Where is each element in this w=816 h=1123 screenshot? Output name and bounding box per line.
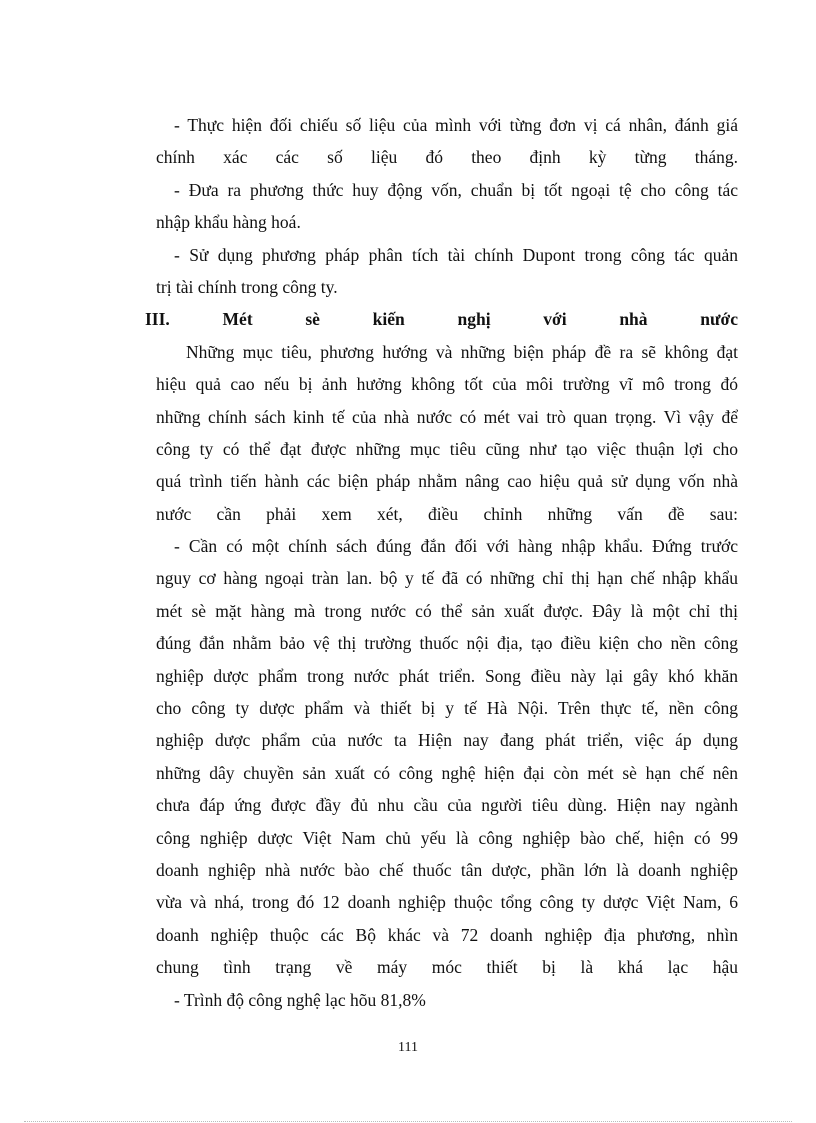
heading-word: kiến: [372, 309, 405, 330]
text-line: cho công ty dược phẩm và thiết bị y tế Hà Nội. Trên thực tế, nền công: [156, 698, 738, 719]
text-line: - Cần có một chính sách đúng đắn đối với hàng nhập khẩu. Đứng trước: [174, 536, 738, 557]
text-line: doanh nghiệp thuộc các Bộ khác và 72 doanh nghiệp địa phương, nhìn: [156, 924, 738, 945]
text-line: chưa đáp ứng được đầy đủ nhu cầu của người tiêu dùng. Hiện nay ngành: [156, 795, 738, 816]
heading-word: sè: [305, 309, 320, 330]
text-line: mét sè mặt hàng mà trong nước có thể sản xuất được. Đây là một chỉ thị: [156, 600, 738, 621]
text-line: nước cần phải xem xét, điều chỉnh những vấn đề sau:: [156, 503, 738, 524]
text-line: nguy cơ hàng ngoại tràn lan. bộ y tế đã có những chỉ thị hạn chế nhập khẩu: [156, 568, 738, 589]
text-line: đúng đắn nhằm bảo vệ thị trường thuốc nội địa, tạo điều kiện cho nền công: [156, 633, 738, 654]
text-line: - Thực hiện đối chiếu số liệu của mình với từng đơn vị cá nhân, đánh giá: [174, 115, 738, 135]
text-line: nhập khẩu hàng hoá.: [156, 212, 301, 233]
heading-word: Mét: [222, 309, 253, 330]
text-line: quá trình tiến hành các biện pháp nhằm nâng cao hiệu quả sử dụng vốn nhà: [156, 471, 738, 492]
text-line: vừa và nhá, trong đó 12 doanh nghiệp thuộc tổng công ty dược Việt Nam, 6: [156, 892, 738, 913]
text-line: - Sử dụng phương pháp phân tích tài chính Dupont trong công tác quản: [174, 244, 738, 265]
page-bottom-divider: [24, 1121, 792, 1122]
text-line: những dây chuyền sản xuất có công nghệ hiện đại còn mét sè hạn chế nên: [156, 762, 738, 783]
page-number: 111: [398, 1040, 418, 1055]
heading-word: nước: [700, 309, 738, 330]
text-line: Những mục tiêu, phương hướng và những biện pháp đề ra sẽ không đạt: [186, 341, 738, 362]
text-line: - Trình độ công nghệ lạc hõu 81,8%: [174, 989, 426, 1010]
text-line: những chính sách kinh tế của nhà nước có mét vai trò quan trọng. Vì vậy để: [156, 406, 738, 427]
text-line: chung tình trạng về máy móc thiết bị là khá lạc hậu: [156, 957, 738, 978]
text-line: công nghiệp dược Việt Nam chủ yếu là công nghiệp bào chế, hiện có 99: [156, 827, 738, 848]
heading-word: nghị: [457, 309, 491, 330]
text-line: trị tài chính trong công ty.: [156, 276, 338, 297]
heading-word: với: [543, 309, 567, 330]
section-heading: [145, 303, 738, 335]
text-line: - Đưa ra phương thức huy động vốn, chuẩn bị tốt ngoại tệ cho công tác: [174, 179, 738, 200]
text-line: hiệu quả cao nếu bị ảnh hưởng không tốt của môi trường vĩ mô trong đó: [156, 374, 738, 395]
document-text: [145, 109, 738, 1016]
text-line: chính xác các số liệu đó theo định kỳ từng tháng.: [156, 147, 738, 168]
text-line: nghiệp dược phẩm trong nước phát triển. Song điều này lại gây khó khăn: [156, 665, 738, 686]
heading-number: III.: [145, 309, 170, 330]
heading-word: nhà: [619, 309, 648, 330]
text-line: công ty có thể đạt được những mục tiêu cũng như tạo việc thuận lợi cho: [156, 438, 738, 459]
text-line: nghiệp dược phẩm của nước ta Hiện nay đang phát triển, việc áp dụng: [156, 730, 738, 751]
text-line: doanh nghiệp nhà nước bào chế thuốc tân dược, phần lớn là doanh nghiệp: [156, 859, 738, 880]
